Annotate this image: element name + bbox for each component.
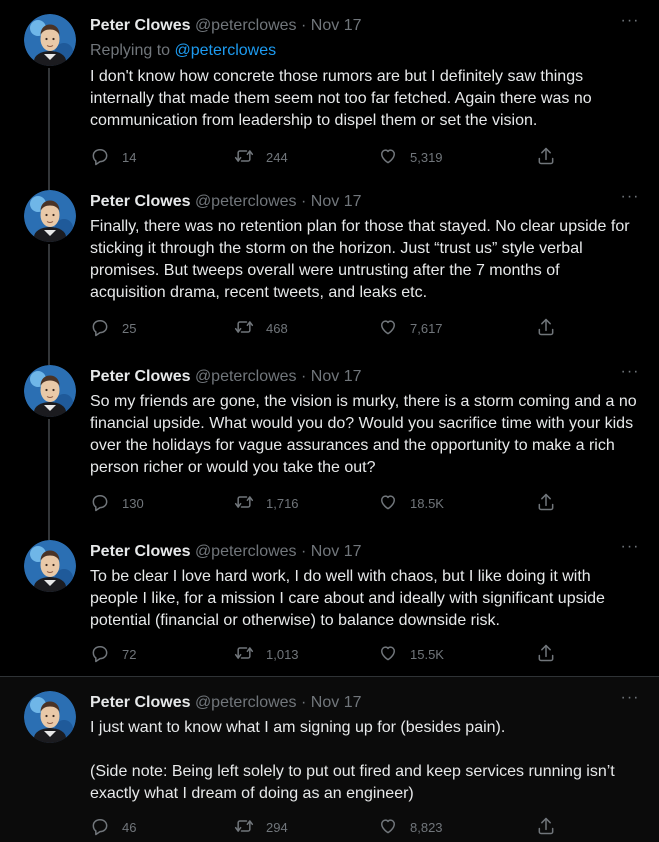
tweet-actions xyxy=(90,146,560,168)
reply-button[interactable] xyxy=(90,816,136,838)
more-options-button[interactable]: ··· xyxy=(620,363,640,380)
tweet-text: So my friends are gone, the vision is murky, there is a storm coming and a no financial upside. What would you do? Would you sacrifice time with your kids over the holidays for vague assurances and the opportunity to make a rich person richer or would you take the out? xyxy=(90,393,642,476)
share-icon xyxy=(536,816,568,839)
like-button[interactable] xyxy=(378,317,443,339)
tweet-actions xyxy=(90,492,560,514)
author-name[interactable]: Peter Clowes xyxy=(90,17,191,34)
reply-button[interactable] xyxy=(90,146,136,168)
retweet-button[interactable] xyxy=(234,643,299,665)
tweet[interactable] xyxy=(0,176,659,351)
share-icon xyxy=(536,492,568,515)
thread-line xyxy=(48,176,50,190)
share-icon xyxy=(536,146,568,169)
separator: · xyxy=(301,17,307,34)
tweet-header xyxy=(90,192,619,212)
more-options-button[interactable]: ··· xyxy=(620,538,640,555)
like-icon xyxy=(378,816,410,839)
retweet-count: 468 xyxy=(266,320,288,336)
tweet[interactable] xyxy=(0,0,659,176)
tweet[interactable] xyxy=(0,676,659,842)
like-count: 5,319 xyxy=(410,149,443,165)
like-button[interactable] xyxy=(378,643,444,665)
separator: · xyxy=(301,368,307,385)
author-name[interactable]: Peter Clowes xyxy=(90,543,191,560)
retweet-icon xyxy=(234,492,266,515)
thread-line xyxy=(48,526,50,540)
retweet-button[interactable] xyxy=(234,816,288,838)
separator: · xyxy=(301,694,307,711)
reply-icon xyxy=(90,816,122,839)
retweet-icon xyxy=(234,643,266,666)
tweet-date[interactable]: Nov 17 xyxy=(310,543,362,560)
tweet[interactable] xyxy=(0,351,659,526)
tweet-text: To be clear I love hard work, I do well with chaos, but I like doing it with people I like, for a mission I care about and ideally with significant upside potential (financial or otherwise) to balance downside risk. xyxy=(90,568,610,629)
avatar[interactable] xyxy=(24,365,76,417)
like-icon xyxy=(378,492,410,515)
tweet-actions xyxy=(90,816,560,838)
share-icon xyxy=(536,317,568,340)
author-name[interactable]: Peter Clowes xyxy=(90,368,191,385)
reply-count: 25 xyxy=(122,320,137,336)
reply-count: 46 xyxy=(122,819,137,835)
author-handle[interactable]: @peterclowes xyxy=(194,694,297,711)
author-handle[interactable]: @peterclowes xyxy=(194,17,297,34)
replying-to-label: Replying to xyxy=(90,42,175,59)
retweet-button[interactable] xyxy=(234,492,299,514)
thread-line xyxy=(48,351,50,365)
share-button[interactable] xyxy=(536,146,568,168)
tweet-header xyxy=(90,16,619,36)
thread-line xyxy=(48,244,50,351)
avatar[interactable] xyxy=(24,190,76,242)
retweet-button[interactable] xyxy=(234,146,288,168)
reply-button[interactable] xyxy=(90,643,136,665)
reply-icon xyxy=(90,643,122,666)
author-handle[interactable]: @peterclowes xyxy=(194,543,297,560)
reply-count: 14 xyxy=(122,149,137,165)
share-button[interactable] xyxy=(536,317,568,339)
tweet-text: I don't know how concrete those rumors are but I definitely saw things internally that made them seem not too far fetched. Again there was no communication from leadership to dispel them or set the vision. xyxy=(90,68,597,129)
separator: · xyxy=(301,543,307,560)
tweet-header xyxy=(90,367,619,387)
tweet-date[interactable]: Nov 17 xyxy=(310,368,362,385)
tweet-date[interactable]: Nov 17 xyxy=(310,17,362,34)
more-options-button[interactable]: ··· xyxy=(620,689,640,706)
reply-button[interactable] xyxy=(90,492,144,514)
thread-line xyxy=(48,68,50,176)
share-button[interactable] xyxy=(536,492,568,514)
reply-button[interactable] xyxy=(90,317,136,339)
tweet-date[interactable]: Nov 17 xyxy=(310,694,362,711)
reply-count: 72 xyxy=(122,646,137,662)
retweet-icon xyxy=(234,816,266,839)
retweet-icon xyxy=(234,146,266,169)
tweet-header xyxy=(90,693,619,713)
tweet[interactable] xyxy=(0,526,659,676)
reply-icon xyxy=(90,492,122,515)
avatar[interactable] xyxy=(24,691,76,743)
retweet-count: 1,716 xyxy=(266,495,299,511)
like-icon xyxy=(378,317,410,340)
replying-to-handle[interactable]: @peterclowes xyxy=(174,42,277,59)
retweet-count: 244 xyxy=(266,149,288,165)
reply-icon xyxy=(90,146,122,169)
like-button[interactable] xyxy=(378,146,443,168)
retweet-button[interactable] xyxy=(234,317,288,339)
like-icon xyxy=(378,643,410,666)
like-count: 18.5K xyxy=(410,495,444,511)
author-name[interactable]: Peter Clowes xyxy=(90,193,191,210)
avatar[interactable] xyxy=(24,14,76,66)
tweet-text: Finally, there was no retention plan for those that stayed. No clear upside for sticking it through the storm on the horizon. Just “trust us” style verbal promises. But tweeps overall were untrusting after the 7 months of acquisition drama, recent tweets, and leaks etc. xyxy=(90,218,635,301)
like-count: 8,823 xyxy=(410,819,443,835)
thread-line xyxy=(48,419,50,526)
like-button[interactable] xyxy=(378,492,444,514)
like-button[interactable] xyxy=(378,816,443,838)
tweet-actions xyxy=(90,317,560,339)
author-handle[interactable]: @peterclowes xyxy=(194,368,297,385)
more-options-button[interactable]: ··· xyxy=(620,188,640,205)
author-name[interactable]: Peter Clowes xyxy=(90,694,191,711)
share-button[interactable] xyxy=(536,816,568,838)
avatar[interactable] xyxy=(24,540,76,592)
tweet-text: I just want to know what I am signing up for (besides pain). (Side note: Being left solely to put out fired and keep services running isn’t exactly what I dream of doing as an engineer) xyxy=(90,719,615,802)
tweet-date[interactable]: Nov 17 xyxy=(310,193,362,210)
retweet-icon xyxy=(234,317,266,340)
separator: · xyxy=(301,193,307,210)
reply-icon xyxy=(90,317,122,340)
author-handle[interactable]: @peterclowes xyxy=(194,193,297,210)
tweet-actions xyxy=(90,643,560,665)
like-count: 7,617 xyxy=(410,320,443,336)
share-button[interactable] xyxy=(536,643,568,665)
like-count: 15.5K xyxy=(410,646,444,662)
retweet-count: 1,013 xyxy=(266,646,299,662)
share-icon xyxy=(536,643,568,666)
retweet-count: 294 xyxy=(266,819,288,835)
reply-count: 130 xyxy=(122,495,144,511)
replying-to xyxy=(90,42,276,60)
tweet-header xyxy=(90,542,619,562)
more-options-button[interactable]: ··· xyxy=(620,12,640,29)
like-icon xyxy=(378,146,410,169)
